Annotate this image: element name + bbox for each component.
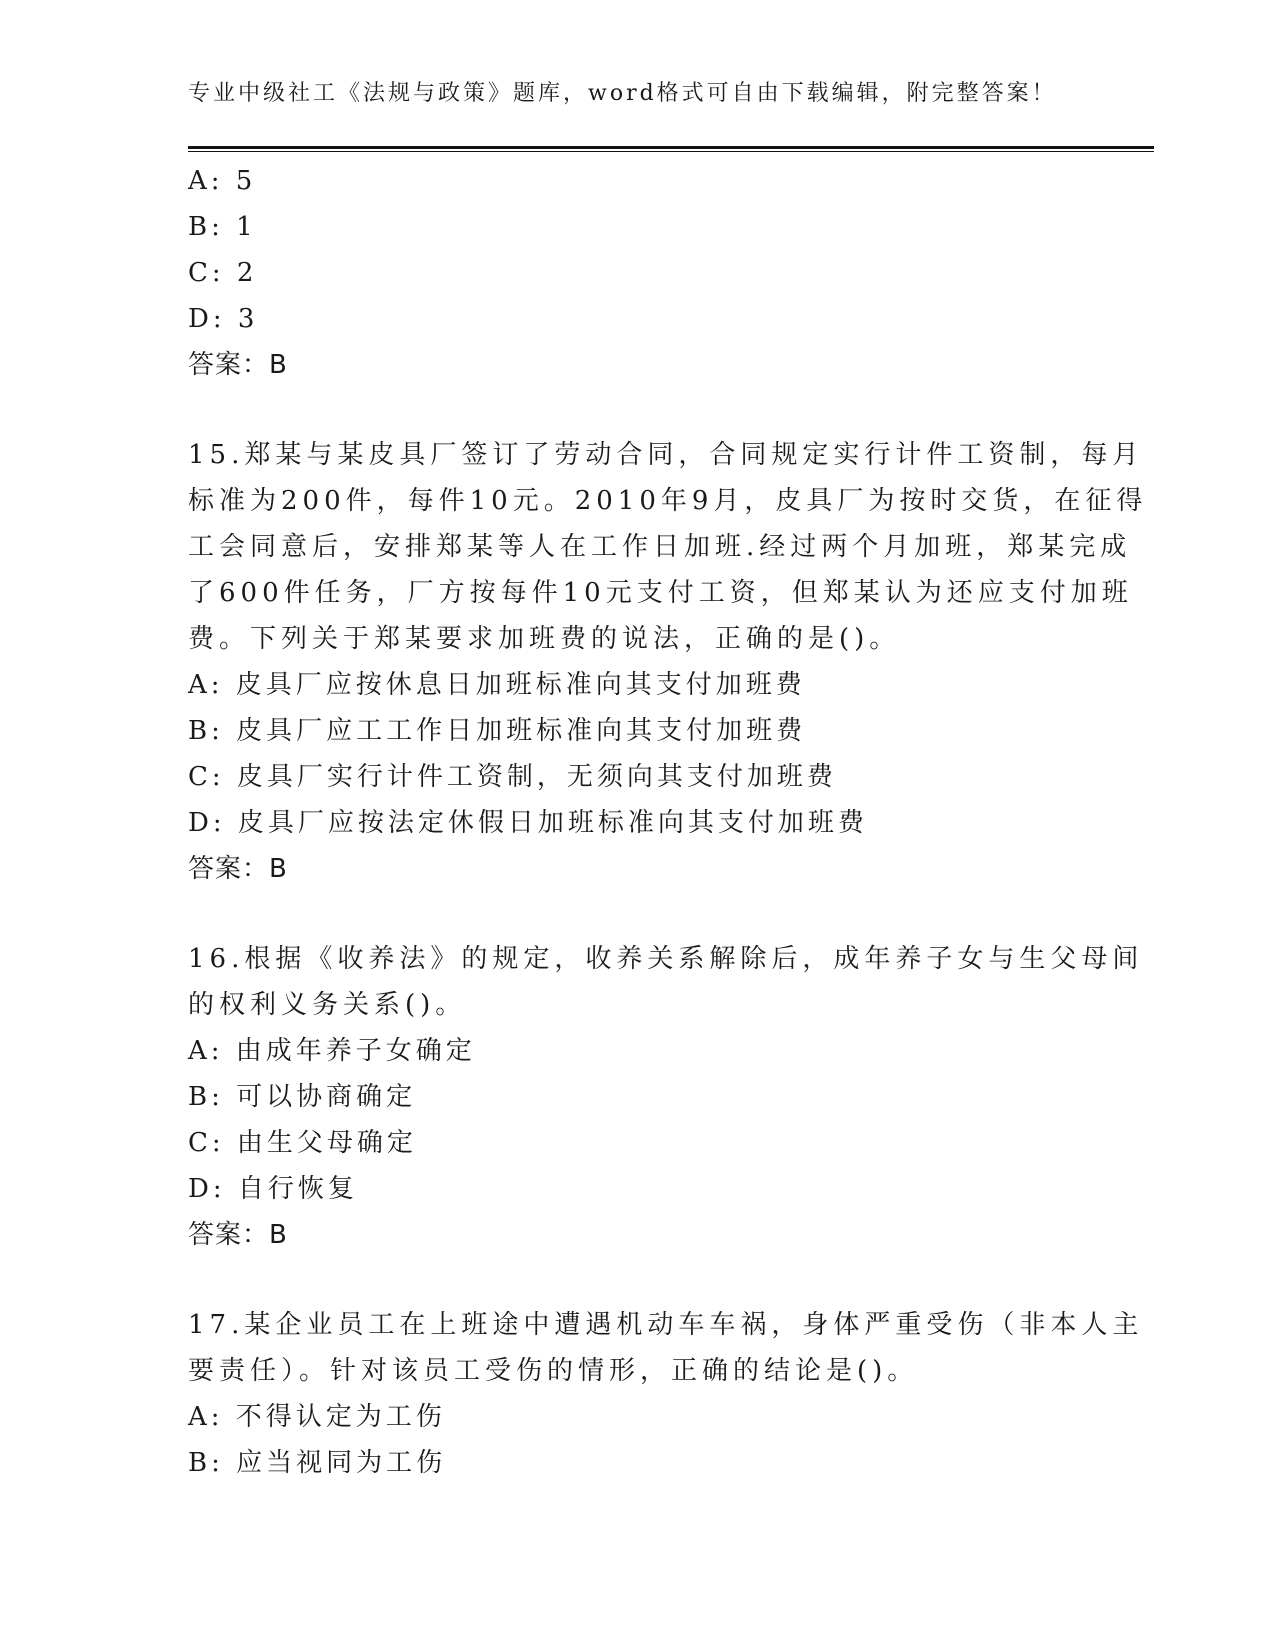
- option-line: A: 皮具厂应按休息日加班标准向其支付加班费: [188, 670, 806, 700]
- option-line: D: 皮具厂应按法定休假日加班标准向其支付加班费: [188, 808, 868, 838]
- option-line: C: 皮具厂实行计件工资制，无须向其支付加班费: [188, 762, 837, 792]
- option-line: D: 自行恢复: [188, 1174, 358, 1204]
- option-line: B: 皮具厂应工工作日加班标准向其支付加班费: [188, 716, 807, 746]
- option-line: A: 5: [188, 166, 257, 196]
- page-header: 专业中级社工《法规与政策》题库，word格式可自由下载编辑，附完整答案！: [188, 81, 1057, 106]
- answer-line: 答案：B: [188, 1220, 288, 1250]
- option-line: C: 由生父母确定: [188, 1128, 417, 1158]
- header-rule-thin: [188, 151, 1154, 152]
- stem-line: 17.某企业员工在上班途中遭遇机动车车祸，身体严重受伤（非本人主: [188, 1310, 1144, 1340]
- option-line: A: 不得认定为工伤: [188, 1402, 446, 1432]
- question-block-17: [188, 1302, 1144, 1486]
- option-line: B: 1: [188, 212, 257, 242]
- header-rule-thick: [188, 146, 1154, 149]
- stem-line: 的权利义务关系()。: [188, 990, 467, 1020]
- question-block-16: [188, 936, 1144, 1258]
- stem-line: 费。下列关于郑某要求加班费的说法，正确的是()。: [188, 624, 901, 654]
- stem-line: 工会同意后，安排郑某等人在工作日加班.经过两个月加班，郑某完成: [188, 532, 1132, 562]
- spacer: [188, 388, 1088, 432]
- spacer: [188, 1258, 1088, 1302]
- answer-line: 答案：B: [188, 350, 288, 380]
- spacer: [188, 892, 1088, 936]
- question-stem: [188, 1302, 1144, 1394]
- stem-line: 标准为200件，每件10元。2010年9月，皮具厂为按时交货，在征得: [188, 486, 1148, 516]
- answer-line: 答案：B: [188, 854, 288, 884]
- question-stem: [188, 936, 1144, 1028]
- stem-line: 了600件任务，厂方按每件10元支付工资，但郑某认为还应支付加班: [188, 578, 1133, 608]
- stem-line: 16.根据《收养法》的规定，收养关系解除后，成年养子女与生父母间: [188, 944, 1144, 974]
- document-body: [188, 158, 1148, 1486]
- option-line: A: 由成年养子女确定: [188, 1036, 476, 1066]
- stem-line: 要责任）。针对该员工受伤的情形，正确的结论是()。: [188, 1356, 919, 1386]
- option-line: B: 可以协商确定: [188, 1082, 417, 1112]
- option-line: C: 2: [188, 258, 258, 288]
- question-block-15: [188, 432, 1148, 892]
- option-line: B: 应当视同为工伤: [188, 1448, 447, 1478]
- stem-line: 15.郑某与某皮具厂签订了劳动合同，合同规定实行计件工资制，每月: [188, 440, 1144, 470]
- option-line: D: 3: [188, 304, 259, 334]
- question-block-14-tail: [188, 158, 1088, 388]
- question-stem: [188, 432, 1148, 662]
